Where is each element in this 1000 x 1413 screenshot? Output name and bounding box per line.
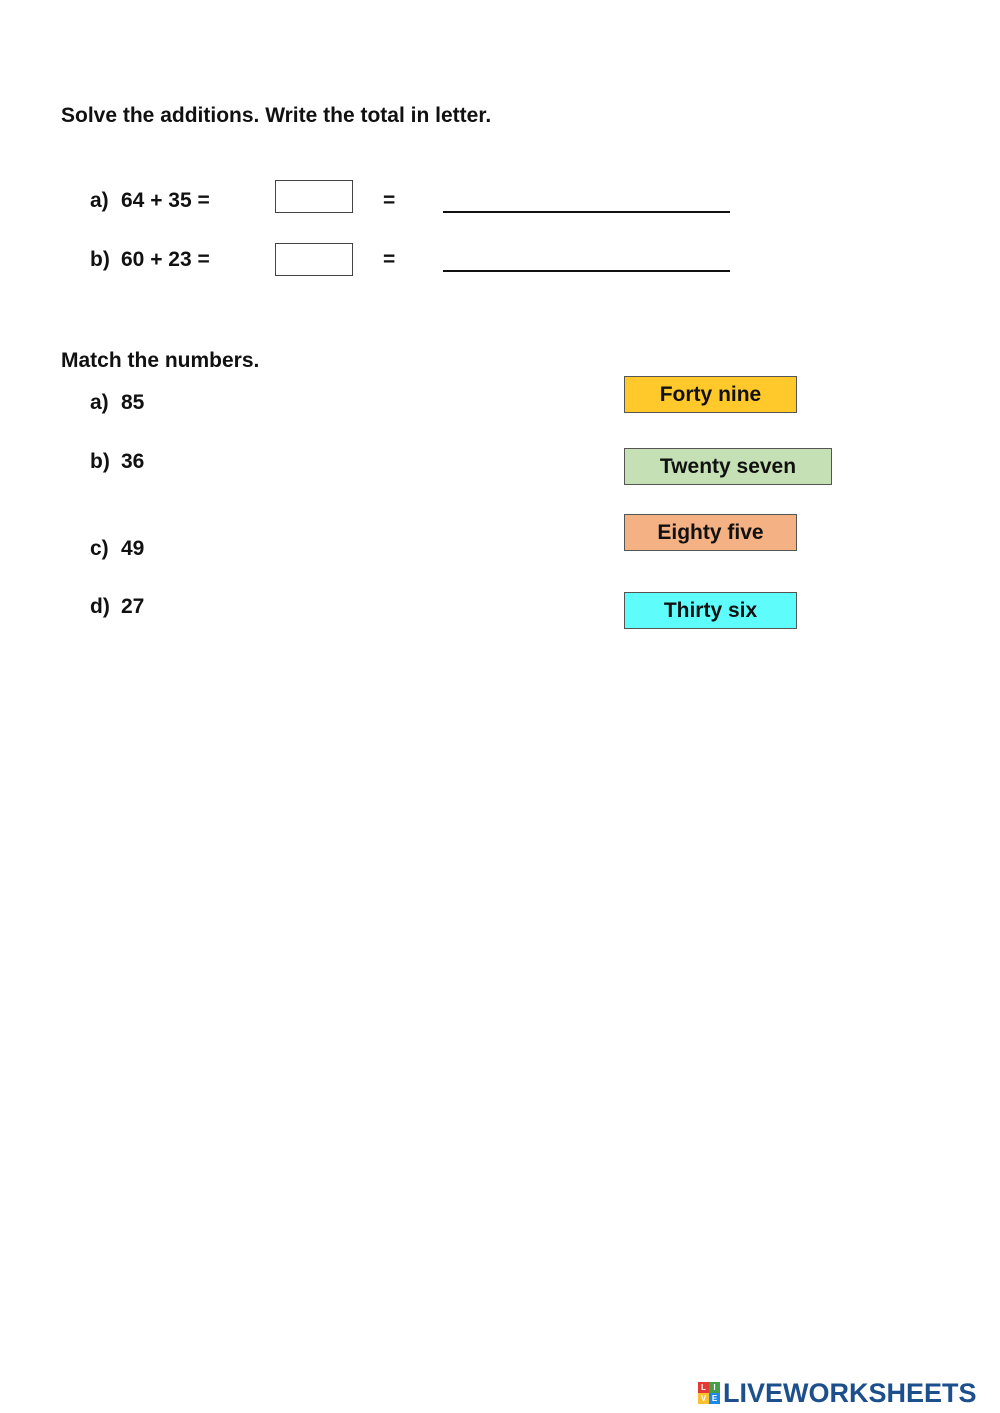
additions-instruction: Solve the additions. Write the total in letter. [61, 104, 492, 127]
item-letter: a) [90, 189, 109, 212]
matching-instruction: Match the numbers. [61, 349, 260, 372]
match-number-a[interactable] [90, 391, 144, 415]
number-value: 27 [121, 595, 145, 618]
logo-mark-letter: V [698, 1393, 709, 1404]
match-number-b[interactable] [90, 450, 144, 474]
logo-mark-letter: L [698, 1382, 709, 1393]
item-letter: a) [90, 391, 109, 414]
answer-box-b[interactable] [275, 243, 353, 276]
item-letter: b) [90, 248, 110, 271]
match-number-c[interactable] [90, 537, 144, 561]
answer-line-a[interactable] [443, 211, 730, 213]
item-letter: b) [90, 450, 110, 473]
logo-mark-letter: E [709, 1393, 720, 1404]
answer-box-a[interactable] [275, 180, 353, 213]
liveworksheets-logo [698, 1378, 977, 1408]
logo-mark-letter: I [709, 1382, 720, 1393]
item-letter: c) [90, 537, 109, 560]
word-tile-forty-nine[interactable]: Forty nine [624, 376, 797, 413]
number-value: 49 [121, 537, 145, 560]
item-letter: d) [90, 595, 110, 618]
number-value: 36 [121, 450, 145, 473]
addition-item-a [90, 189, 210, 213]
number-value: 85 [121, 391, 145, 414]
answer-line-b[interactable] [443, 270, 730, 272]
word-tile-thirty-six[interactable]: Thirty six [624, 592, 797, 629]
addition-item-b [90, 248, 210, 272]
word-tile-eighty-five[interactable]: Eighty five [624, 514, 797, 551]
addition-expression: 64 + 35 = [121, 189, 210, 212]
equals-sign: = [383, 248, 396, 271]
equals-sign: = [383, 189, 396, 212]
match-number-d[interactable] [90, 595, 144, 619]
word-tile-twenty-seven[interactable]: Twenty seven [624, 448, 832, 485]
brand-name: LIVEWORKSHEETS [723, 1377, 977, 1408]
logo-mark-icon [698, 1382, 720, 1404]
addition-expression: 60 + 23 = [121, 248, 210, 271]
